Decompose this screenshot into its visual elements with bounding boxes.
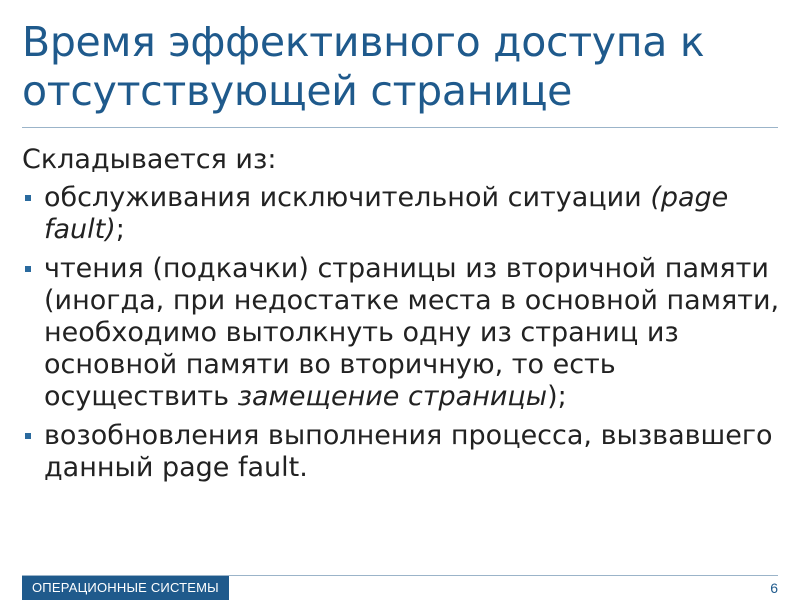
bullet-list <box>22 182 782 484</box>
bullet-text: чтения (подкачки) страницы из вторичной памяти (иногда, при недостатке места в основной памяти, необходимо вытолкнуть одну из страниц из основной памяти во вторичную, то есть осуществить <box>44 253 780 412</box>
bullet-item <box>22 182 782 246</box>
bullet-suffix: ); <box>547 381 567 412</box>
bullet-item <box>22 253 782 413</box>
bullet-item <box>22 420 782 484</box>
slide-title: Время эффективного доступа к отсутствующей странице <box>22 18 705 115</box>
bullet-emphasis: замещение страницы <box>237 381 548 412</box>
bullet-text: обслуживания исключительной ситуации <box>44 182 651 213</box>
intro-text: Складывается из: <box>22 144 277 175</box>
bullet-square-icon <box>25 195 31 201</box>
bullet-square-icon <box>25 266 31 272</box>
bullet-suffix: ; <box>115 214 125 245</box>
bullet-emphasis: (page fault) <box>44 182 729 245</box>
course-label-badge: ОПЕРАЦИОННЫЕ СИСТЕМЫ <box>22 576 229 600</box>
page-number: 6 <box>770 580 778 596</box>
title-divider <box>22 127 778 128</box>
bullet-text: возобновления выполнения процесса, вызвавшего данный page fault. <box>44 420 773 483</box>
slide-body <box>22 144 782 491</box>
bullet-square-icon <box>25 433 31 439</box>
